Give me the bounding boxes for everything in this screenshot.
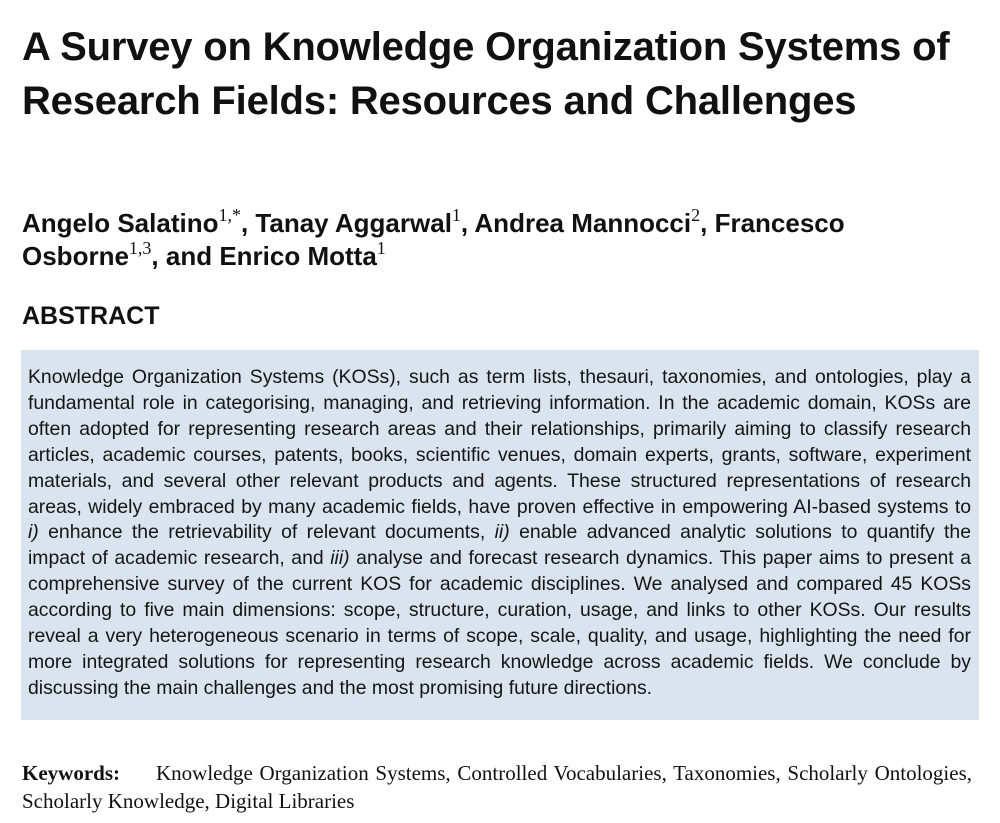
author-list: Angelo Salatino$^{1,*}$, Tanay Aggarwal$^1$, Andrea Mannocci$^2$, Francesco Osborne$^{1,3}$, and Enrico Motta$^1$ <box>22 205 845 271</box>
author-name: Angelo Salatino <box>22 208 219 238</box>
abstract-segment: analyse and forecast research dynamics. This paper aims to present a comprehensive survey of the current KOS for academic disciplines. We analysed and compared 45 KOSs according to five main dimensions: scope, structure, curation, usage, and links to other KOSs. Our results reveal a very heterogeneous scenario in terms of scope, scale, quality, and usage, highlighting the need for more integrated solutions for representing research knowledge across academic fields. We conclude by discussing the main challenges and the most promising future directions. <box>28 547 972 699</box>
author-name: Andrea Mannocci <box>474 208 692 238</box>
abstract-enumerator: ii) <box>494 521 510 544</box>
author-name: Francesco Osborne <box>22 208 845 271</box>
keywords-label: Keywords: <box>22 761 120 785</box>
author-affiliation: 1 <box>451 205 461 226</box>
paper-title: A Survey on Knowledge Organization Systems of Research Fields: Resources and Challenges <box>22 25 950 123</box>
abstract-enumerator: i) <box>28 521 39 544</box>
abstract-heading: ABSTRACT <box>22 302 160 330</box>
abstract-segment: Knowledge Organization Systems (KOSs), such as term lists, thesauri, taxonomies, and ontologies, play a fundamental role in categorising, managing, and retrieving information. In the academic domain, KOSs are often adopted for representing research areas and their relationships, primarily aiming to classify research articles, academic courses, patents, books, scientific venues, domain experts, grants, software, experiment materials, and several other relevant products and agents. These structured representations of research areas, widely embraced by many academic fields, have proven effective in empowering AI-based systems to <box>28 366 971 518</box>
keywords-section <box>22 759 972 815</box>
author-name: Enrico Motta <box>219 241 377 271</box>
author-affiliation: 1 <box>376 238 386 259</box>
author-affiliation: 2 <box>691 205 701 226</box>
abstract-segment: enhance the retrievability of relevant documents, <box>38 521 495 544</box>
keywords-value: Knowledge Organization Systems, Controlled Vocabularies, Taxonomies, Scholarly Ontologies, Scholarly Knowledge, Digital Libraries <box>22 761 972 813</box>
author-name: Tanay Aggarwal <box>255 208 452 238</box>
abstract-box <box>21 350 979 720</box>
author-affiliation: 1,3 <box>128 238 152 259</box>
author-affiliation: 1,* <box>218 205 241 226</box>
abstract-enumerator: iii) <box>330 547 350 570</box>
abstract-text <box>28 365 971 702</box>
abstract-segment: enable advanced analytic solutions to quantify the impact of academic research, and <box>28 521 971 570</box>
